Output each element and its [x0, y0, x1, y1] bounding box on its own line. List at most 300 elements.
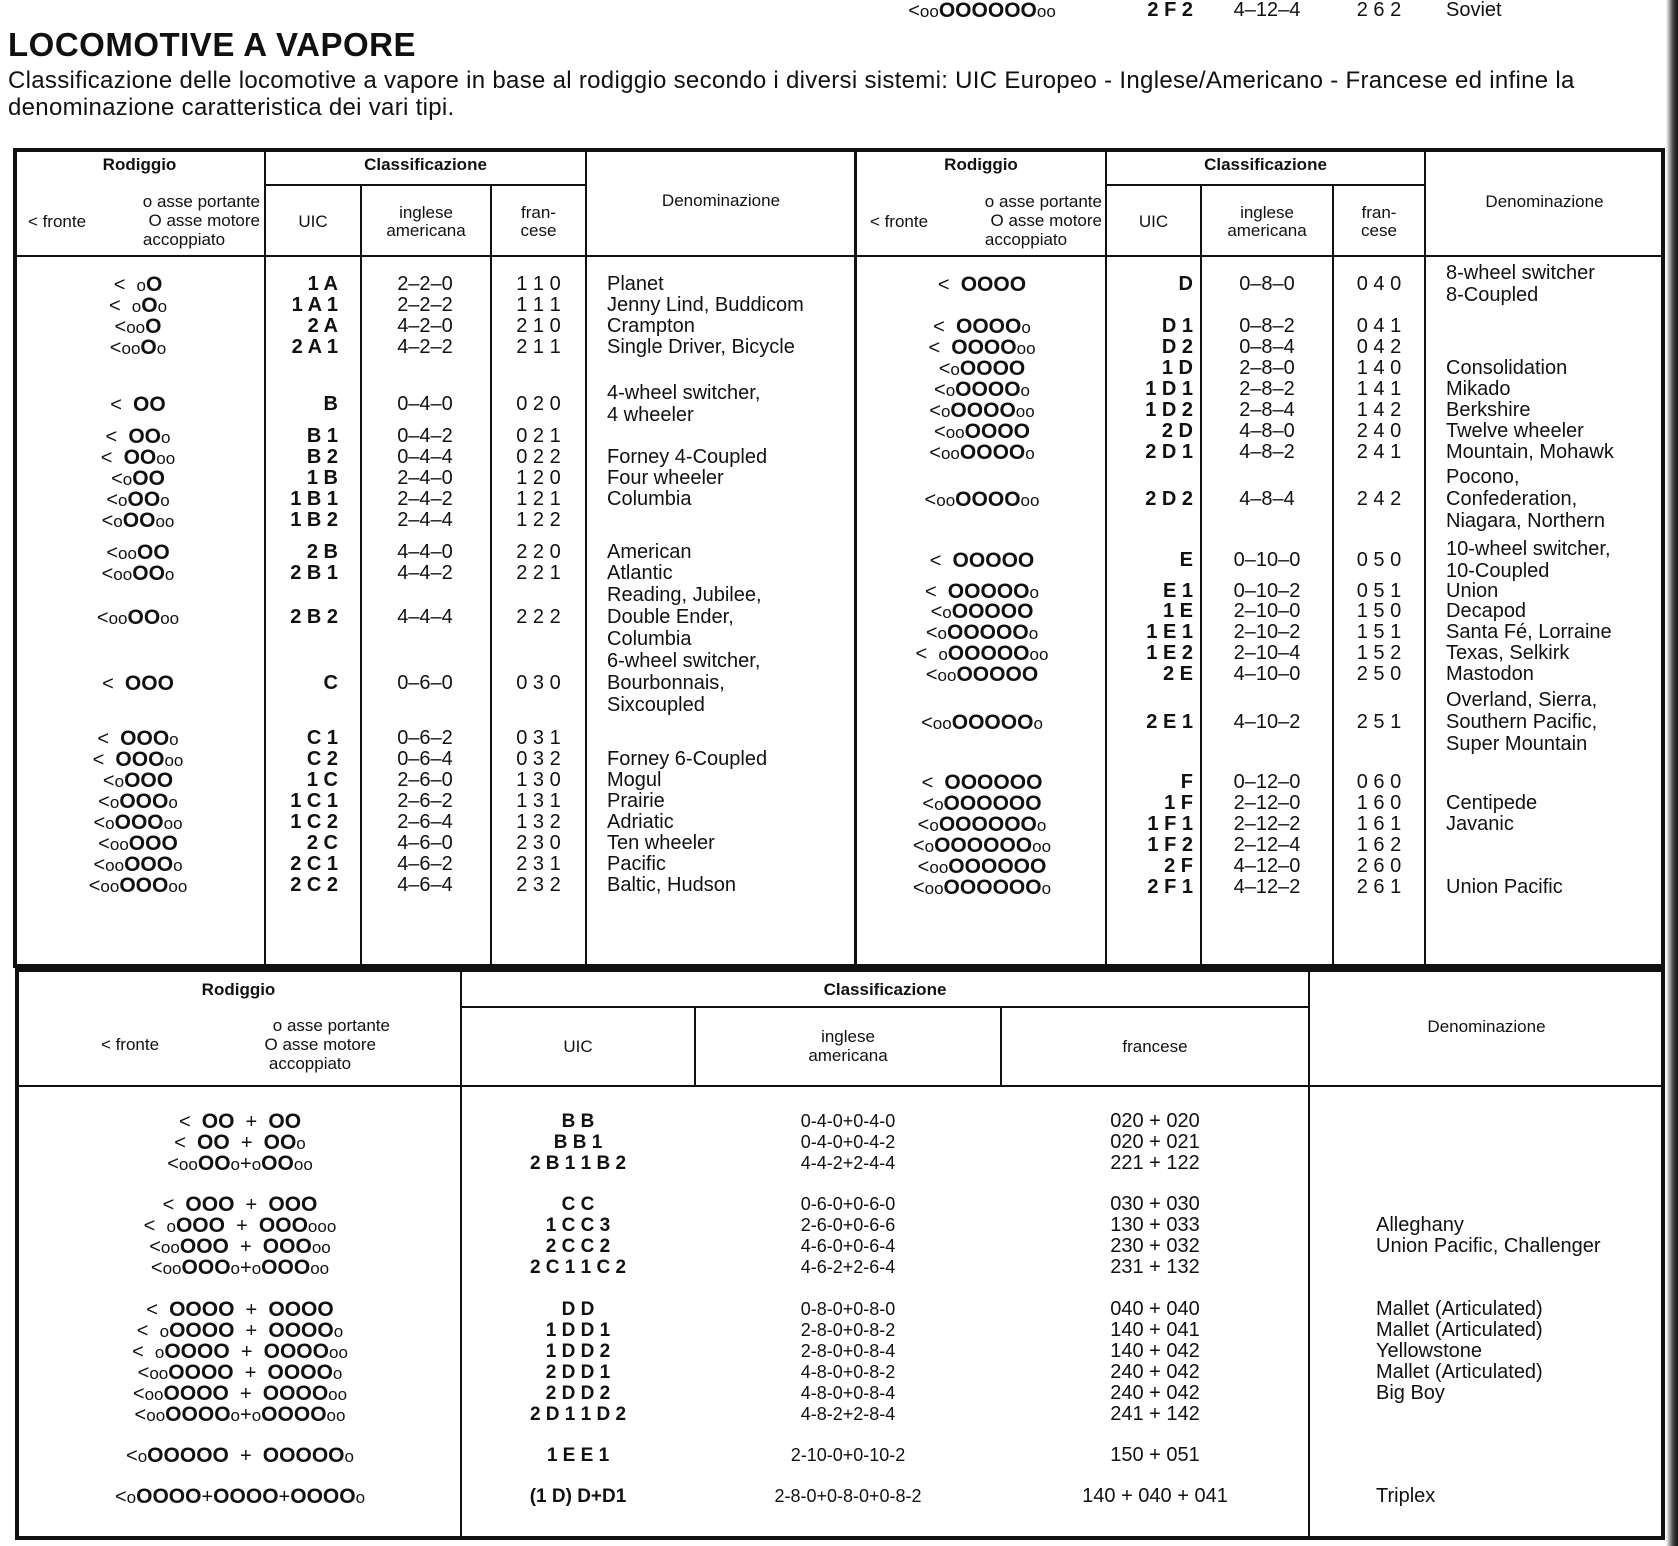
- anglo-code: 2-8-0+0-8-0+0-8-2: [774, 1486, 922, 1506]
- wheel-arrangement: < oOOOO + OOOOo: [136, 1319, 344, 1342]
- french-code: 1 5 2: [1356, 642, 1402, 664]
- uic-code: C: [323, 672, 338, 694]
- denominazione: Ten wheeler: [607, 832, 715, 854]
- denominazione: Overland, Sierra, Southern Pacific, Super Mountain: [1446, 689, 1598, 755]
- wheel-arrangement: <oOOOOOO: [922, 792, 1042, 815]
- french-code: 2 2 2: [516, 606, 561, 628]
- french-code: 140 + 040 + 041: [1082, 1485, 1228, 1507]
- anglo-code: 0–8–2: [1239, 315, 1295, 337]
- wheel-arrangement: < OOOOoo: [928, 336, 1036, 359]
- french-code: 2 6 2: [1356, 0, 1402, 21]
- uic-code: 2 B 1: [290, 562, 338, 584]
- uic-code: B B 1: [553, 1132, 603, 1153]
- anglo-code: 2–4–4: [397, 509, 453, 531]
- anglo-code: 4–6–0: [397, 832, 453, 854]
- header-classificazione-right: Classificazione: [1204, 155, 1327, 174]
- anglo-code: 2–10–0: [1233, 600, 1301, 622]
- legend-accoppiato-lower: accoppiato: [268, 1054, 352, 1073]
- wheel-arrangement: <oOOO: [102, 769, 174, 792]
- uic-code: 1 E 2: [1146, 642, 1193, 664]
- denominazione: Prairie: [607, 790, 665, 812]
- uic-code: 2 F 2: [1147, 0, 1193, 21]
- wheel-arrangement: <ooOOo: [101, 562, 175, 585]
- french-code: 2 5 1: [1356, 711, 1402, 733]
- uic-code: 2 D 2: [1145, 488, 1193, 510]
- anglo-code: 4–6–4: [397, 874, 453, 896]
- uic-code: 1 B: [306, 467, 338, 489]
- uic-code: D D: [561, 1299, 595, 1320]
- uic-code: 1 D: [1161, 357, 1193, 379]
- uic-code: 2 A 1: [291, 336, 338, 358]
- anglo-code: 0–6–4: [397, 748, 453, 770]
- uic-code: 2 C C 2: [545, 1236, 611, 1257]
- wheel-arrangement: <ooO: [114, 315, 162, 338]
- uic-code: (1 D) D+D1: [529, 1486, 627, 1507]
- uic-code: C 1: [306, 727, 338, 749]
- french-code: 0 2 2: [516, 446, 561, 468]
- wheel-arrangement: <ooOOOo+oOOOoo: [150, 1256, 330, 1279]
- french-code: 1 1 1: [516, 294, 561, 316]
- denominazione: Triplex: [1376, 1485, 1436, 1507]
- french-code: 2 2 0: [516, 541, 561, 563]
- wheel-arrangement: < OOoo: [100, 446, 176, 469]
- french-code: 1 1 0: [516, 273, 561, 295]
- wheel-arrangement: < OOO: [102, 672, 174, 695]
- anglo-code: 0–6–2: [397, 727, 453, 749]
- uic-code: 1 C 1: [290, 790, 338, 812]
- wheel-arrangement: < OO + OO: [178, 1110, 302, 1133]
- uic-code: 1 C: [306, 769, 338, 791]
- uic-code: 2 D D 2: [545, 1383, 611, 1404]
- header-denominazione: Denominazione: [661, 191, 781, 210]
- denominazione: Crampton: [607, 315, 695, 337]
- denominazione: Forney 6-Coupled: [607, 748, 768, 770]
- wheel-arrangement: <oOOOO: [938, 357, 1026, 380]
- wheel-arrangement: <ooOOOOOO: [917, 855, 1047, 878]
- anglo-code: 4-4-2+2-4-4: [800, 1153, 896, 1173]
- uic-code: 2 A: [307, 315, 338, 337]
- uic-code: E 1: [1162, 580, 1193, 602]
- anglo-code: 2–12–0: [1233, 792, 1301, 814]
- wheel-arrangement: <ooOOOOo: [929, 441, 1035, 464]
- anglo-code: 2-8-0+0-8-4: [800, 1341, 896, 1361]
- wheel-arrangement: <ooOOOOOOo: [912, 876, 1052, 899]
- denominazione: Pocono, Confederation, Niagara, Northern: [1446, 466, 1605, 532]
- page-edge-shadow: [1666, 0, 1678, 1546]
- denominazione: Mastodon: [1446, 663, 1534, 685]
- legend-fronte-right: < fronte: [869, 212, 929, 231]
- uic-code: 2 B: [306, 541, 338, 563]
- anglo-code: 0–10–0: [1233, 549, 1301, 571]
- french-code: 0 6 0: [1356, 771, 1402, 793]
- french-code: 1 6 1: [1356, 813, 1402, 835]
- wheel-arrangement: <ooOOO: [98, 832, 178, 855]
- anglo-code: 4–12–2: [1233, 876, 1301, 898]
- denominazione: Alleghany: [1376, 1214, 1464, 1236]
- french-code: 0 3 1: [516, 727, 561, 749]
- denominazione: Mallet (Articulated): [1376, 1361, 1543, 1383]
- french-code: 140 + 042: [1110, 1340, 1200, 1362]
- french-code: 0 4 1: [1356, 315, 1402, 337]
- uic-code: 1 C 2: [290, 811, 338, 833]
- french-code: 0 2 1: [516, 425, 561, 447]
- denominazione: 4-wheel switcher, 4 wheeler: [607, 382, 761, 426]
- wheel-arrangement: < OOOOO: [929, 549, 1035, 572]
- anglo-code: 0–6–0: [397, 672, 453, 694]
- french-code: 1 2 0: [516, 467, 561, 489]
- anglo-code: 4–10–0: [1233, 663, 1301, 685]
- denominazione: Planet: [607, 273, 664, 295]
- french-code: 2 4 2: [1356, 488, 1402, 510]
- uic-code: 2 B 2: [290, 606, 338, 628]
- anglo-code: 4–4–4: [397, 606, 453, 628]
- french-code: 140 + 041: [1110, 1319, 1200, 1341]
- wheel-arrangement: <ooOOOO + OOOOoo: [132, 1382, 348, 1405]
- uic-code: F: [1180, 771, 1193, 793]
- header-fran-right: fran-: [1361, 203, 1397, 222]
- uic-code: B 1: [306, 425, 338, 447]
- uic-code: 2 D 1 1 D 2: [529, 1404, 627, 1425]
- wheel-arrangement: < OOOOOO: [921, 771, 1043, 794]
- uic-code: 2 E: [1162, 663, 1193, 685]
- header-americana: americana: [386, 221, 466, 240]
- denominazione: Adriatic: [607, 811, 674, 833]
- anglo-code: 0–8–0: [1239, 273, 1295, 295]
- wheel-arrangement: <ooOOo+oOOoo: [167, 1152, 313, 1175]
- wheel-arrangement: <ooOOO + OOOoo: [149, 1235, 331, 1258]
- denominazione: Soviet: [1446, 0, 1502, 21]
- wheel-arrangement: < OO + OOo: [174, 1131, 306, 1154]
- header-inglese: inglese: [399, 203, 453, 222]
- legend-fronte-lower: < fronte: [100, 1035, 160, 1054]
- french-code: 1 6 2: [1356, 834, 1402, 856]
- uic-code: 2 C 1 1 C 2: [529, 1257, 627, 1278]
- wheel-arrangement: <oOOOO+OOOO+OOOOo: [114, 1485, 366, 1508]
- anglo-code: 2-6-0+0-6-6: [800, 1215, 896, 1235]
- denominazione: 8-wheel switcher 8-Coupled: [1446, 262, 1595, 306]
- uic-code: 1 D 1: [1145, 378, 1193, 400]
- french-code: 1 3 2: [516, 811, 561, 833]
- wheel-arrangement: <oOOOo: [98, 790, 178, 813]
- header-francese-lower: francese: [1122, 1037, 1188, 1056]
- denominazione: Mallet (Articulated): [1376, 1319, 1543, 1341]
- anglo-code: 4-8-0+0-8-4: [800, 1383, 896, 1403]
- anglo-code: 2–6–2: [397, 790, 453, 812]
- anglo-code: 4–8–4: [1239, 488, 1295, 510]
- anglo-code: 0–4–4: [397, 446, 453, 468]
- uic-code: 1 D D 1: [545, 1320, 611, 1341]
- legend-accoppiato: accoppiato: [142, 230, 226, 249]
- french-code: 240 + 042: [1110, 1382, 1200, 1404]
- denominazione: Consolidation: [1446, 357, 1568, 379]
- french-code: 2 6 1: [1356, 876, 1402, 898]
- wheel-arrangement: <oOOOOOo: [925, 621, 1039, 644]
- legend-fronte: < fronte: [27, 212, 87, 231]
- uic-code: 1 A 1: [291, 294, 338, 316]
- header-uic: UIC: [298, 212, 328, 231]
- anglo-code: 0–12–0: [1233, 771, 1301, 793]
- wheel-arrangement: < OOOO + OOOO: [146, 1298, 334, 1321]
- wheel-arrangement: <oOOOOoo: [929, 399, 1035, 422]
- uic-code: 1 D 2: [1145, 399, 1193, 421]
- wheel-arrangement: < oOOO + OOOooo: [143, 1214, 337, 1237]
- header-rodiggio-right: Rodiggio: [944, 155, 1018, 174]
- french-code: 0 5 1: [1356, 580, 1402, 602]
- header-americana-lower: americana: [808, 1046, 888, 1065]
- uic-code: B B: [561, 1111, 595, 1132]
- denominazione: Union Pacific: [1446, 876, 1563, 898]
- page-title: LOCOMOTIVE A VAPORE: [8, 26, 416, 63]
- french-code: 241 + 142: [1110, 1403, 1200, 1425]
- french-code: 040 + 040: [1110, 1298, 1200, 1320]
- uic-code: 1 B 1: [290, 488, 338, 510]
- uic-code: 1 D D 2: [545, 1341, 611, 1362]
- wheel-arrangement: < OOOoo: [92, 748, 184, 771]
- header-classificazione-lower: Classificazione: [823, 980, 947, 999]
- denominazione: Union: [1446, 580, 1499, 602]
- denominazione: Mallet (Articulated): [1376, 1298, 1543, 1320]
- header-uic-right: UIC: [1138, 212, 1169, 231]
- uic-code: D 1: [1161, 315, 1193, 337]
- french-code: 230 + 032: [1110, 1235, 1200, 1257]
- page-subtitle: Classificazione delle locomotive a vapore in base al rodiggio secondo i diversi sistemi: UIC Europeo - Inglese/Americano - Francese ed infine la denominazione caratteristica dei vari tipi.: [8, 67, 1575, 121]
- french-code: 2 5 0: [1356, 663, 1402, 685]
- denominazione: Atlantic: [607, 562, 673, 584]
- anglo-code: 4–12–4: [1233, 0, 1301, 21]
- french-code: 0 3 0: [516, 672, 561, 694]
- wheel-arrangement: <oOOOOOOo: [917, 813, 1047, 836]
- wheel-arrangement: < OOO + OOO: [162, 1193, 318, 1216]
- anglo-code: 0-6-0+0-6-0: [800, 1194, 896, 1214]
- anglo-code: 4–4–0: [397, 541, 453, 563]
- anglo-code: 4–2–0: [397, 315, 453, 337]
- uic-code: 1 F: [1164, 792, 1193, 814]
- french-code: 1 2 2: [516, 509, 561, 531]
- uic-code: 2 F: [1164, 855, 1193, 877]
- header-rodiggio-lower: Rodiggio: [201, 980, 276, 999]
- wheel-arrangement: <oOOOOo: [934, 378, 1030, 401]
- uic-code: 2 D 1: [1145, 441, 1193, 463]
- wheel-arrangement: <ooOOOoo: [88, 874, 188, 897]
- anglo-code: 4–8–0: [1239, 420, 1295, 442]
- legend-portante: o asse portante: [142, 192, 260, 211]
- legend-motore-lower: O asse motore: [264, 1035, 376, 1054]
- anglo-code: 0-4-0+0-4-2: [800, 1132, 896, 1152]
- anglo-code: 0–8–4: [1239, 336, 1295, 358]
- french-code: 020 + 021: [1110, 1131, 1200, 1153]
- anglo-code: 2–10–4: [1233, 642, 1301, 664]
- french-code: 0 2 0: [516, 393, 561, 415]
- denominazione: Union Pacific, Challenger: [1376, 1235, 1601, 1257]
- header-classificazione: Classificazione: [364, 155, 487, 174]
- denominazione: Columbia: [607, 488, 692, 510]
- legend-portante-lower: o asse portante: [272, 1016, 390, 1035]
- french-code: 221 + 122: [1110, 1152, 1200, 1174]
- anglo-code: 0-8-0+0-8-0: [800, 1299, 896, 1319]
- anglo-code: 2-8-0+0-8-2: [800, 1320, 896, 1340]
- french-code: 1 6 0: [1356, 792, 1402, 814]
- denominazione: Mikado: [1446, 378, 1511, 400]
- denominazione: Baltic, Hudson: [607, 874, 736, 896]
- uic-code: 1 C C 3: [545, 1215, 611, 1236]
- french-code: 2 4 0: [1356, 420, 1402, 442]
- anglo-code: 4-8-2+2-8-4: [800, 1404, 896, 1424]
- anglo-code: 2–10–2: [1233, 621, 1301, 643]
- uic-code: B 2: [306, 446, 338, 468]
- uic-code: D 2: [1161, 336, 1193, 358]
- denominazione: Mogul: [607, 769, 662, 791]
- denominazione: 10-wheel switcher, 10-Coupled: [1446, 538, 1611, 582]
- denominazione: Single Driver, Bicycle: [607, 336, 795, 358]
- french-code: 1 4 0: [1356, 357, 1402, 379]
- french-code: 240 + 042: [1110, 1361, 1200, 1383]
- uic-code: 1 E E 1: [546, 1445, 610, 1466]
- french-code: 1 2 1: [516, 488, 561, 510]
- legend-portante-right: o asse portante: [984, 192, 1102, 211]
- uic-code: 1 B 2: [290, 509, 338, 531]
- denominazione: Mountain, Mohawk: [1446, 441, 1614, 463]
- wheel-arrangement: <ooOOOOo+oOOOOoo: [134, 1403, 346, 1426]
- french-code: 1 5 0: [1356, 600, 1402, 622]
- anglo-code: 2–6–4: [397, 811, 453, 833]
- anglo-code: 4–6–2: [397, 853, 453, 875]
- wheel-arrangement: <ooOOOOoo: [924, 488, 1040, 511]
- uic-code: 1 E: [1162, 600, 1193, 622]
- uic-code: E: [1179, 549, 1193, 571]
- denominazione: Santa Fé, Lorraine: [1446, 621, 1612, 643]
- french-code: 0 4 0: [1356, 273, 1402, 295]
- wheel-arrangement: < OO: [110, 393, 166, 416]
- denominazione: 6-wheel switcher, Bourbonnais, Sixcoupled: [607, 650, 761, 716]
- denominazione: Centipede: [1446, 792, 1538, 814]
- french-code: 0 4 2: [1356, 336, 1402, 358]
- wheel-arrangement: <ooOOoo: [96, 606, 180, 629]
- french-code: 2 1 1: [516, 336, 561, 358]
- wheel-arrangement: < oOOOOOoo: [915, 642, 1049, 665]
- anglo-code: 4-8-0+0-8-2: [800, 1362, 896, 1382]
- anglo-code: 0–4–0: [397, 393, 453, 415]
- french-code: 1 4 2: [1356, 399, 1402, 421]
- header-denominazione-right: Denominazione: [1485, 192, 1604, 211]
- wheel-arrangement: < OOOOo: [933, 315, 1031, 338]
- french-code: 1 3 0: [516, 769, 561, 791]
- anglo-code: 4-6-2+2-6-4: [800, 1257, 896, 1277]
- wheel-arrangement: <oOOOOO + OOOOOo: [126, 1444, 354, 1467]
- wheel-arrangement: <ooOOOO + OOOOo: [137, 1361, 343, 1384]
- wheel-arrangement: <oOOoo: [101, 509, 175, 532]
- uic-code: 2 D: [1161, 420, 1193, 442]
- anglo-code: 2-10-0+0-10-2: [790, 1445, 906, 1465]
- denominazione: American: [607, 541, 692, 563]
- denominazione: Pacific: [607, 853, 666, 875]
- uic-code: 1 F 2: [1147, 834, 1193, 856]
- french-code: 2 6 0: [1356, 855, 1402, 877]
- uic-code: 2 E 1: [1146, 711, 1193, 733]
- wheel-arrangement: <oOOo: [106, 488, 170, 511]
- wheel-arrangement: <ooOOOOO: [925, 663, 1039, 686]
- anglo-code: 4–10–2: [1233, 711, 1301, 733]
- denominazione: Four wheeler: [607, 467, 724, 489]
- french-code: 0 5 0: [1356, 549, 1402, 571]
- anglo-code: 4–8–2: [1239, 441, 1295, 463]
- wheel-arrangement: <ooOo: [109, 336, 167, 359]
- uic-code: 2 C: [306, 832, 338, 854]
- wheel-arrangement: < OOo: [105, 425, 171, 448]
- anglo-code: 2–8–0: [1239, 357, 1295, 379]
- header-cese: cese: [520, 221, 557, 240]
- uic-code: 1 E 1: [1146, 621, 1193, 643]
- wheel-arrangement: <ooOOOO: [934, 420, 1030, 443]
- wheel-arrangement: < oO: [113, 273, 163, 296]
- wheel-arrangement: <ooOO: [106, 541, 170, 564]
- wheel-arrangement: <ooOOOOOo: [921, 711, 1043, 734]
- legend-accoppiato-right: accoppiato: [984, 230, 1068, 249]
- wheel-arrangement: <oOOOoo: [93, 811, 183, 834]
- denominazione: Berkshire: [1446, 399, 1531, 421]
- wheel-arrangement: < OOOo: [97, 727, 179, 750]
- denominazione: Texas, Selkirk: [1446, 642, 1570, 664]
- uic-code: B: [323, 393, 338, 415]
- wheel-arrangement: <oOO: [111, 467, 165, 490]
- french-code: 2 3 1: [516, 853, 561, 875]
- anglo-code: 4–12–0: [1233, 855, 1301, 877]
- wheel-arrangement: <oOOOOO: [930, 600, 1034, 623]
- header-americana-right: americana: [1227, 221, 1307, 240]
- uic-code: 2 B 1 1 B 2: [529, 1153, 627, 1174]
- anglo-code: 0–10–2: [1233, 580, 1301, 602]
- anglo-code: 2–12–4: [1233, 834, 1301, 856]
- french-code: 2 2 1: [516, 562, 561, 584]
- french-code: 0 3 2: [516, 748, 561, 770]
- wheel-arrangement: < oOOOO + OOOOoo: [132, 1340, 348, 1363]
- anglo-code: 0-4-0+0-4-0: [800, 1111, 896, 1131]
- french-code: 1 3 1: [516, 790, 561, 812]
- uic-code: 2 D D 1: [545, 1362, 611, 1383]
- header-inglese-right: inglese: [1240, 203, 1294, 222]
- anglo-code: 4–4–2: [397, 562, 453, 584]
- header-cese-right: cese: [1361, 221, 1397, 240]
- header-uic-lower: UIC: [563, 1037, 593, 1056]
- wheel-arrangement: < oOo: [108, 294, 168, 317]
- anglo-code: 2–2–0: [397, 273, 453, 295]
- anglo-code: 2–8–4: [1239, 399, 1295, 421]
- header-rodiggio: Rodiggio: [102, 155, 177, 174]
- uic-code: C 2: [306, 748, 338, 770]
- legend-motore-right: O asse motore: [990, 211, 1102, 230]
- french-code: 2 3 0: [516, 832, 561, 854]
- uic-code: 1 A: [307, 273, 338, 295]
- anglo-code: 4–2–2: [397, 336, 453, 358]
- french-code: 1 4 1: [1356, 378, 1402, 400]
- denominazione: Twelve wheeler: [1446, 420, 1584, 442]
- anglo-code: 2–4–0: [397, 467, 453, 489]
- header-denominazione-lower: Denominazione: [1427, 1017, 1546, 1036]
- anglo-code: 4-6-0+0-6-4: [800, 1236, 896, 1256]
- french-code: 231 + 132: [1110, 1256, 1200, 1278]
- anglo-code: 2–12–2: [1233, 813, 1301, 835]
- header-inglese-lower: inglese: [821, 1027, 875, 1046]
- denominazione: Jenny Lind, Buddicom: [607, 294, 804, 316]
- wheel-arrangement: <oOOOOOOoo: [912, 834, 1052, 857]
- french-code: 2 1 0: [516, 315, 561, 337]
- anglo-code: 2–4–2: [397, 488, 453, 510]
- uic-code: D: [1178, 273, 1193, 295]
- uic-code: C C: [561, 1194, 595, 1215]
- french-code: 130 + 033: [1110, 1214, 1200, 1236]
- wheel-arrangement: <ooOOOo: [93, 853, 183, 876]
- french-code: 030 + 030: [1110, 1193, 1200, 1215]
- wheel-arrangement: < OOOOOo: [925, 580, 1039, 603]
